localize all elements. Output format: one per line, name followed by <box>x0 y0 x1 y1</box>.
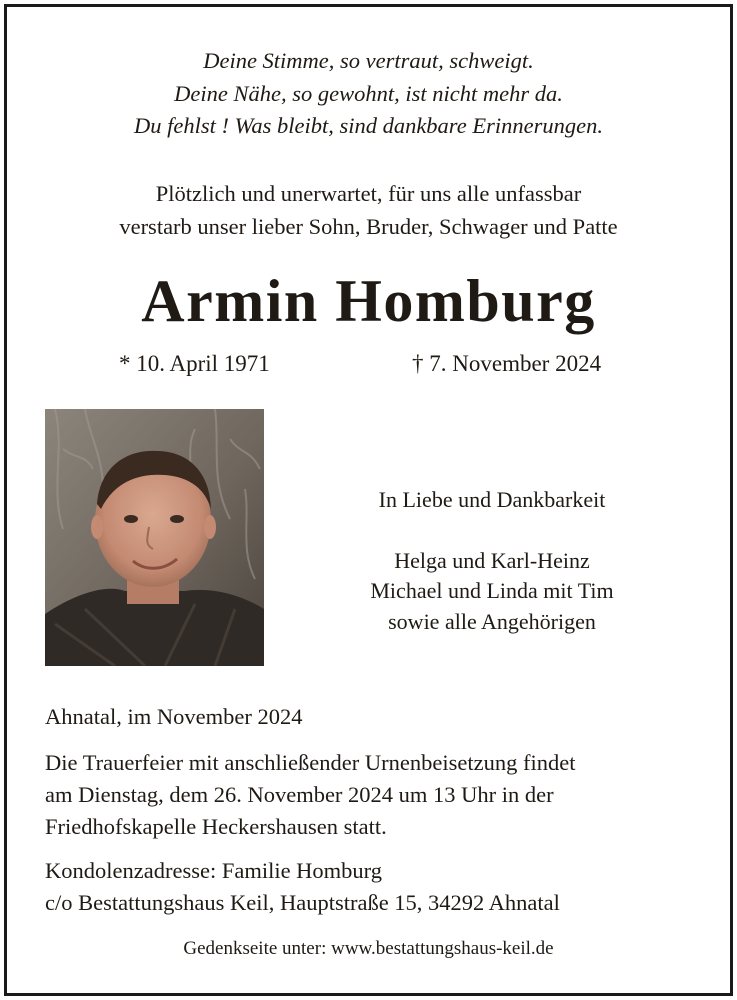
condolence-line-1: Kondolenzadresse: Familie Homburg <box>45 858 383 883</box>
mourner-line-3: sowie alle Angehörigen <box>388 608 596 634</box>
poem-line-1: Deine Stimme, so vertraut, schweigt. <box>203 48 534 73</box>
death-date: † 7. November 2024 <box>412 351 602 376</box>
poem-line-3: Du fehlst ! Was bleibt, sind dankbare Erinnerungen. <box>134 113 603 138</box>
condolence-line-2: c/o Bestattungshaus Keil, Hauptstraße 15, 34292 Ahnatal <box>45 890 560 915</box>
memorial-poem <box>7 45 730 143</box>
portrait-photo-icon <box>45 409 264 666</box>
intro-line-1: Plötzlich und unerwartet, für uns alle unfassbar <box>155 181 582 206</box>
condolence-address <box>45 855 705 919</box>
announcement-intro <box>7 177 730 243</box>
birth-date: * 10. April 1971 <box>119 351 270 376</box>
dedication: In Liebe und Dankbarkeit <box>378 487 606 512</box>
place-date: Ahnatal, im November 2024 <box>45 704 303 729</box>
intro-line-2: verstarb unser lieber Sohn, Bruder, Schwager und Patte <box>119 214 618 239</box>
mourners-block <box>299 485 685 637</box>
ceremony-line-2: am Dienstag, dem 26. November 2024 um 13 Uhr in der <box>45 782 554 807</box>
mourner-line-1: Helga und Karl-Heinz <box>394 547 590 573</box>
poem-line-2: Deine Nähe, so gewohnt, ist nicht mehr da. <box>174 80 563 106</box>
ceremony-line-3: Friedhofskapelle Heckershausen statt. <box>45 814 387 839</box>
ceremony-line-1: Die Trauerfeier mit anschließender Urnenbeisetzung findet <box>45 750 576 775</box>
memorial-page-link[interactable]: Gedenkseite unter: www.bestattungshaus-keil.de <box>183 938 554 959</box>
obituary-notice <box>4 4 733 996</box>
deceased-name: Armin Homburg <box>141 268 596 334</box>
ceremony-info <box>45 747 705 843</box>
portrait-photo <box>45 409 264 666</box>
mourner-line-2: Michael und Linda mit Tim <box>370 578 614 603</box>
